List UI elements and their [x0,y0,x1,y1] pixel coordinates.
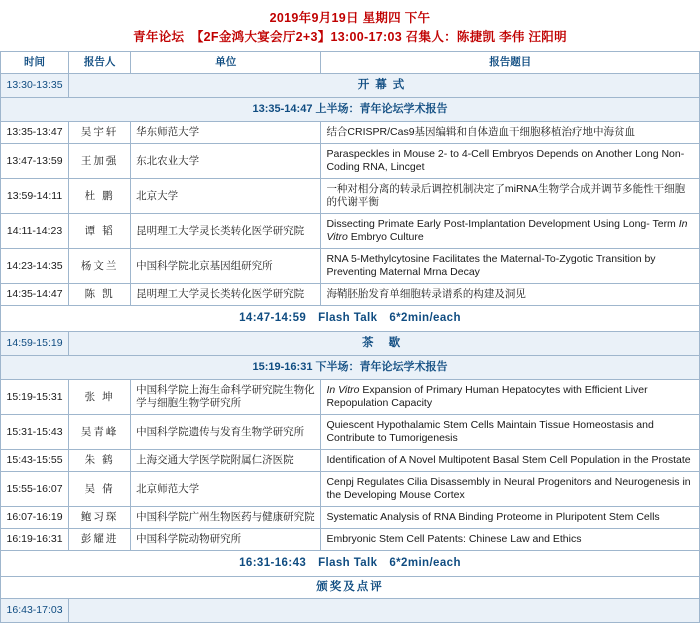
table-row [1,179,700,214]
forum-line: 青年论坛 【2F金鸿大宴会厅2+3】13:00-17:03 召集人：陈捷凯 李伟 汪阳明 [133,30,567,44]
column-header-topic: 报告题目 [321,52,700,74]
section-banner-label: 13:35-14:47 上半场：青年论坛学术报告 [1,98,700,122]
table-row [1,122,700,144]
cell-time: 16:43-17:03 [1,599,69,623]
schedule-table [0,51,700,623]
closing-band-row [1,599,700,623]
cell-topic: Dissecting Primate Early Post-Implantation Development Using Long- Term In Vitro Embryo Culture [321,214,700,249]
cell-time: 14:23-14:35 [1,249,69,284]
cell-affiliation: 中国科学院动物研究所 [131,529,321,551]
cell-topic: RNA 5-Methylcytosine Facilitates the Maternal-To-Zygotic Transition by Preventing Maternal Mrna Decay [321,249,700,284]
cell-time: 15:19-15:31 [1,380,69,415]
cell-topic: 结合CRISPR/Cas9基因编辑和自体造血干细胞移植治疗地中海贫血 [321,122,700,144]
column-header-speaker: 报告人 [69,52,131,74]
cell-topic: 一种对相分离的转录后调控机制决定了miRNA生物学合成并调节多能性干细胞的代谢平衡 [321,179,700,214]
table-header [1,52,700,74]
flash-talk-label: 14:47-14:59 Flash Talk 6*2min/each [1,306,700,332]
cell-affiliation: 中国科学院上海生命科学研究院生物化学与细胞生物学研究所 [131,380,321,415]
cell-affiliation: 中国科学院遗传与发育生物学研究所 [131,415,321,450]
cell-speaker: 杨文兰 [69,249,131,284]
cell-topic: Quiescent Hypothalamic Stem Cells Maintain Tissue Homeostasis and Contribute to Tumorigenesis [321,415,700,450]
date-line: 2019年9月19日 星期四 下午 [269,11,431,25]
cell-topic: In Vitro Expansion of Primary Human Hepatocytes with Efficient Liver Repopulation Capacity [321,380,700,415]
table-row [1,144,700,179]
cell-affiliation: 上海交通大学医学院附属仁济医院 [131,450,321,472]
column-header-time: 时间 [1,52,69,74]
award-band-label: 颁奖及点评 [1,577,700,599]
cell-time: 13:47-13:59 [1,144,69,179]
event-band-label: 开幕式 [69,74,700,98]
title-block [0,0,700,51]
event-band-label: 茶 歇 [69,332,700,356]
cell-topic: Cenpj Regulates Cilia Disassembly in Neural Progenitors and Neurogenesis in the Developing Mouse Cortex [321,472,700,507]
cell-time: 14:11-14:23 [1,214,69,249]
cell-affiliation: 东北农业大学 [131,144,321,179]
cell-speaker: 吴青峰 [69,415,131,450]
section-banner-row [1,356,700,380]
event-band-row [1,74,700,98]
cell-affiliation: 北京大学 [131,179,321,214]
cell-time: 16:19-16:31 [1,529,69,551]
table-row [1,284,700,306]
cell-time: 16:07-16:19 [1,507,69,529]
cell-time: 15:31-15:43 [1,415,69,450]
table-body [1,74,700,623]
cell-affiliation: 昆明理工大学灵长类转化医学研究院 [131,284,321,306]
cell-time: 13:59-14:11 [1,179,69,214]
table-row [1,415,700,450]
cell-time: 14:35-14:47 [1,284,69,306]
cell-time: 13:35-13:47 [1,122,69,144]
cell-affiliation: 华东师范大学 [131,122,321,144]
cell-affiliation: 中国科学院广州生物医药与健康研究院 [131,507,321,529]
cell-time: 14:59-15:19 [1,332,69,356]
header-row [1,52,700,74]
table-row [1,380,700,415]
cell-topic: Identification of A Novel Multipotent Basal Stem Cell Population in the Prostate [321,450,700,472]
cell-affiliation: 昆明理工大学灵长类转化医学研究院 [131,214,321,249]
cell-speaker: 鲍习琛 [69,507,131,529]
closing-band-label [69,599,700,623]
cell-topic: Systematic Analysis of RNA Binding Proteome in Pluripotent Stem Cells [321,507,700,529]
cell-topic: Paraspeckles in Mouse 2- to 4-Cell Embryos Depends on Another Long Non-Coding RNA, Lincget [321,144,700,179]
cell-affiliation: 中国科学院北京基因组研究所 [131,249,321,284]
cell-speaker: 吴 倩 [69,472,131,507]
flash-talk-label: 16:31-16:43 Flash Talk 6*2min/each [1,551,700,577]
table-row [1,529,700,551]
cell-speaker: 吴宇轩 [69,122,131,144]
flash-talk-row [1,551,700,577]
cell-speaker: 谭 韬 [69,214,131,249]
column-header-affiliation: 单位 [131,52,321,74]
table-row [1,507,700,529]
table-row [1,214,700,249]
cell-speaker: 张 坤 [69,380,131,415]
award-band-row [1,577,700,599]
cell-speaker: 彭耀进 [69,529,131,551]
cell-speaker: 王加强 [69,144,131,179]
event-band-row [1,332,700,356]
table-row [1,450,700,472]
cell-speaker: 杜 鹏 [69,179,131,214]
cell-time: 13:30-13:35 [1,74,69,98]
section-banner-row [1,98,700,122]
cell-speaker: 陈 凯 [69,284,131,306]
flash-talk-row [1,306,700,332]
cell-time: 15:43-15:55 [1,450,69,472]
section-banner-label: 15:19-16:31 下半场：青年论坛学术报告 [1,356,700,380]
cell-affiliation: 北京师范大学 [131,472,321,507]
cell-topic: 海鞘胚胎发育单细胞转录谱系的构建及洞见 [321,284,700,306]
cell-topic: Embryonic Stem Cell Patents: Chinese Law and Ethics [321,529,700,551]
table-row [1,249,700,284]
cell-time: 15:55-16:07 [1,472,69,507]
table-row [1,472,700,507]
cell-speaker: 朱 鹤 [69,450,131,472]
